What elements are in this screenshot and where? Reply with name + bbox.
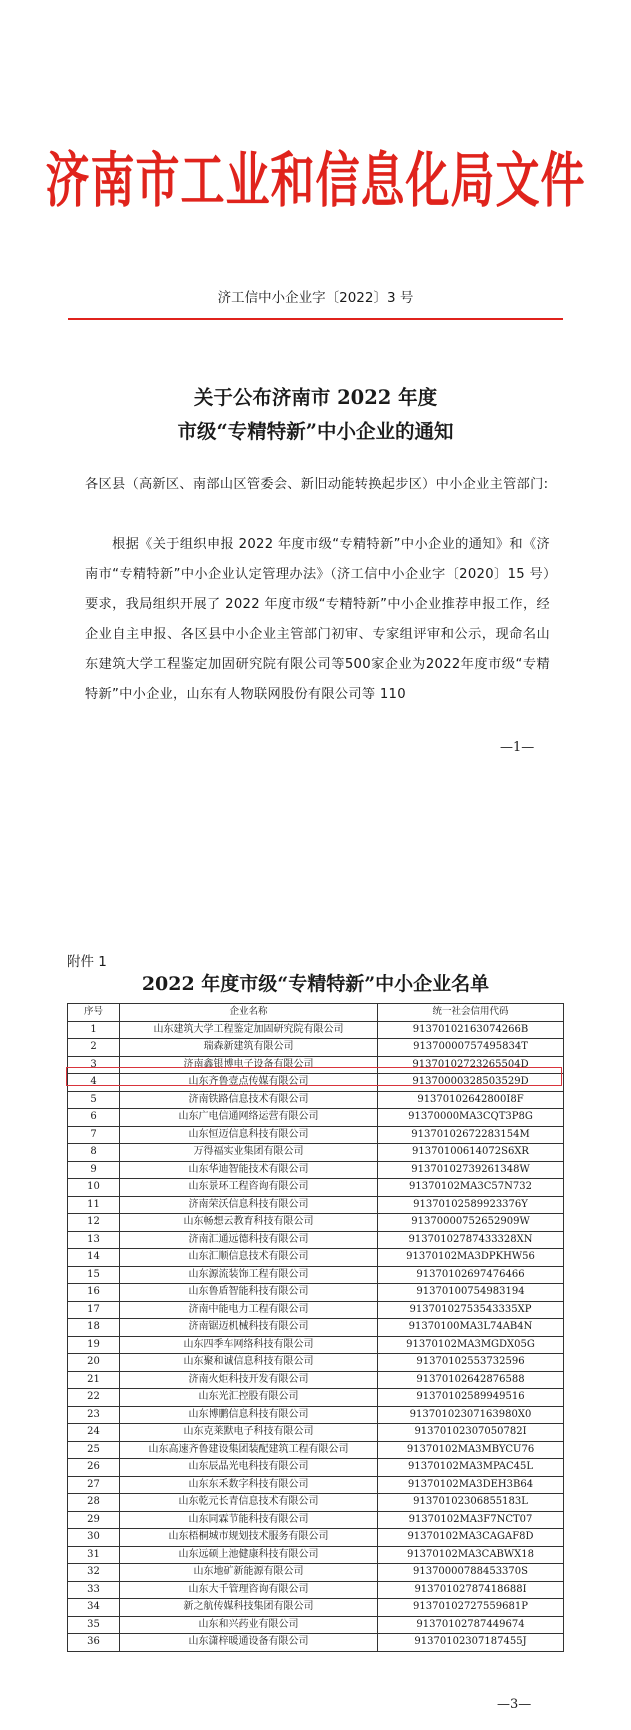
row-company-name: 新之航传媒科技集团有限公司 <box>120 1599 378 1617</box>
row-index: 24 <box>68 1424 120 1442</box>
row-credit-code: 91370102MA3C57N732 <box>378 1179 564 1197</box>
row-credit-code: 91370102727559681P <box>378 1599 564 1617</box>
table-row <box>68 1511 564 1529</box>
row-credit-code: 91370102306855183L <box>378 1494 564 1512</box>
row-index: 19 <box>68 1336 120 1354</box>
row-credit-code: 91370102589923376Y <box>378 1196 564 1214</box>
row-credit-code: 91370102787418688I <box>378 1581 564 1599</box>
document-number: 济工信中小企业字〔2022〕3 号 <box>217 290 414 306</box>
row-credit-code: 91370100MA3L74AB4N <box>378 1319 564 1337</box>
row-credit-code: 91370102MA3MGDX05G <box>378 1336 564 1354</box>
table-row <box>68 1634 564 1652</box>
row-credit-code: 91370102589949516 <box>378 1389 564 1407</box>
row-company-name: 山东汇顺信息技术有限公司 <box>120 1249 378 1267</box>
row-index: 5 <box>68 1091 120 1109</box>
table-row <box>68 1319 564 1337</box>
body-paragraph: 根据《关于组织申报 2022 年度市级“专精特新”中小企业的通知》和《济南市“专精特新”中小企业认定管理办法》（济工信中小企业字〔2020〕15 号）要求，我局组织开展了 2022 年度市级“专精特新”中小企业推荐申报工作，经企业自主申报、各区县中小企业主管部门初审、专家组评审和公示，现命名山东建筑大学工程鉴定加固研究院有限公司等500家企业为2022年度市级“专精特新”中小企业，山东有人物联网股份有限公司等 110 <box>85 537 550 702</box>
table-row <box>68 1336 564 1354</box>
row-credit-code: 91370100614072S6XR <box>378 1144 564 1162</box>
column-header-index: 序号 <box>68 1004 120 1022</box>
row-credit-code: 91370102MA3MPAC45L <box>378 1459 564 1477</box>
table-row <box>68 1581 564 1599</box>
row-company-name: 山东梧桐城市规划技术服务有限公司 <box>120 1529 378 1547</box>
row-company-name: 山东源流装饰工程有限公司 <box>120 1266 378 1284</box>
row-index: 9 <box>68 1161 120 1179</box>
row-company-name: 济南锯迈机械科技有限公司 <box>120 1319 378 1337</box>
column-header-name: 企业名称 <box>120 1004 378 1022</box>
row-credit-code: 91370102307050782I <box>378 1424 564 1442</box>
row-credit-code: 91370102787433328XN <box>378 1231 564 1249</box>
row-credit-code: 91370102642800I8F <box>378 1091 564 1109</box>
table-row <box>68 1021 564 1039</box>
enterprise-table <box>67 1003 564 1652</box>
row-company-name: 山东乾元长青信息技术有限公司 <box>120 1494 378 1512</box>
row-credit-code: 91370102672283154M <box>378 1126 564 1144</box>
row-company-name: 山东克莱默电子科技有限公司 <box>120 1424 378 1442</box>
row-credit-code: 91370102MA3DPKHW56 <box>378 1249 564 1267</box>
row-credit-code: 91370102739261348W <box>378 1161 564 1179</box>
table-row <box>68 1406 564 1424</box>
row-index: 13 <box>68 1231 120 1249</box>
row-index: 35 <box>68 1616 120 1634</box>
row-index: 36 <box>68 1634 120 1652</box>
row-credit-code: 91370102307187455J <box>378 1634 564 1652</box>
table-row <box>68 1546 564 1564</box>
row-index: 4 <box>68 1074 120 1092</box>
row-company-name: 山东聚和诚信息科技有限公司 <box>120 1354 378 1372</box>
row-index: 14 <box>68 1249 120 1267</box>
table-row <box>68 1564 564 1582</box>
row-index: 27 <box>68 1476 120 1494</box>
row-index: 10 <box>68 1179 120 1197</box>
page-number: —1— <box>500 740 535 755</box>
table-row <box>68 1494 564 1512</box>
row-index: 11 <box>68 1196 120 1214</box>
row-credit-code: 91370000757495834T <box>378 1039 564 1057</box>
row-index: 12 <box>68 1214 120 1232</box>
row-index: 23 <box>68 1406 120 1424</box>
row-credit-code: 91370000788453370S <box>378 1564 564 1582</box>
row-index: 6 <box>68 1109 120 1127</box>
row-company-name: 山东光汇控股有限公司 <box>120 1389 378 1407</box>
row-index: 32 <box>68 1564 120 1582</box>
row-index: 25 <box>68 1441 120 1459</box>
row-company-name: 山东建筑大学工程鉴定加固研究院有限公司 <box>120 1021 378 1039</box>
row-credit-code: 91370100754983194 <box>378 1284 564 1302</box>
table-row <box>68 1056 564 1074</box>
row-credit-code: 91370000328503529D <box>378 1074 564 1092</box>
table-row <box>68 1424 564 1442</box>
row-company-name: 济南鑫银博电子设备有限公司 <box>120 1056 378 1074</box>
row-index: 34 <box>68 1599 120 1617</box>
table-row <box>68 1179 564 1197</box>
red-header-title: 济南市工业和信息化局文件 <box>45 146 586 216</box>
table-row <box>68 1039 564 1057</box>
table-row <box>68 1599 564 1617</box>
row-index: 21 <box>68 1371 120 1389</box>
table-row <box>68 1196 564 1214</box>
row-credit-code: 91370102787449674 <box>378 1616 564 1634</box>
row-credit-code: 91370102307163980X0 <box>378 1406 564 1424</box>
row-company-name: 山东畅想云教育科技有限公司 <box>120 1214 378 1232</box>
row-company-name: 山东华迪智能技术有限公司 <box>120 1161 378 1179</box>
red-divider-line <box>68 318 563 320</box>
row-credit-code: 91370102697476466 <box>378 1266 564 1284</box>
row-company-name: 山东辰晶光电科技有限公司 <box>120 1459 378 1477</box>
row-company-name: 山东四季车网络科技有限公司 <box>120 1336 378 1354</box>
row-company-name: 山东博鹏信息科技有限公司 <box>120 1406 378 1424</box>
row-index: 7 <box>68 1126 120 1144</box>
table-row <box>68 1616 564 1634</box>
row-index: 30 <box>68 1529 120 1547</box>
table-row <box>68 1441 564 1459</box>
row-company-name: 山东恒迈信息科技有限公司 <box>120 1126 378 1144</box>
column-header-code: 统一社会信用代码 <box>378 1004 564 1022</box>
document-page-1 <box>0 0 631 820</box>
table-row <box>68 1389 564 1407</box>
row-index: 26 <box>68 1459 120 1477</box>
table-row <box>68 1371 564 1389</box>
table-row <box>68 1144 564 1162</box>
table-row <box>68 1354 564 1372</box>
row-credit-code: 91370102753543335XP <box>378 1301 564 1319</box>
row-company-name: 山东高速齐鲁建设集团装配建筑工程有限公司 <box>120 1441 378 1459</box>
row-index: 22 <box>68 1389 120 1407</box>
table-row <box>68 1126 564 1144</box>
row-company-name: 山东和兴药业有限公司 <box>120 1616 378 1634</box>
row-index: 28 <box>68 1494 120 1512</box>
row-company-name: 山东齐鲁壹点传媒有限公司 <box>120 1074 378 1092</box>
row-index: 29 <box>68 1511 120 1529</box>
row-index: 33 <box>68 1581 120 1599</box>
row-credit-code: 91370102MA3DEH3B64 <box>378 1476 564 1494</box>
table-row <box>68 1074 564 1092</box>
row-company-name: 济南火炬科技开发有限公司 <box>120 1371 378 1389</box>
row-company-name: 山东鲁盾智能科技有限公司 <box>120 1284 378 1302</box>
row-index: 8 <box>68 1144 120 1162</box>
notice-title-line-1: 关于公布济南市 2022 年度 <box>193 386 438 409</box>
notice-title-line-2: 市级“专精特新”中小企业的通知 <box>177 420 454 443</box>
row-company-name: 济南中能电力工程有限公司 <box>120 1301 378 1319</box>
row-index: 20 <box>68 1354 120 1372</box>
salutation: 各区县（高新区、南部山区管委会、新旧动能转换起步区）中小企业主管部门: <box>85 477 549 492</box>
row-credit-code: 91370102MA3CAGAF8D <box>378 1529 564 1547</box>
row-company-name: 山东地矿新能源有限公司 <box>120 1564 378 1582</box>
row-company-name: 济南荣沃信息科技有限公司 <box>120 1196 378 1214</box>
row-credit-code: 91370000MA3CQT3P8G <box>378 1109 564 1127</box>
table-row <box>68 1301 564 1319</box>
row-index: 16 <box>68 1284 120 1302</box>
row-company-name: 山东广电信通网络运营有限公司 <box>120 1109 378 1127</box>
table-row <box>68 1284 564 1302</box>
table-row <box>68 1109 564 1127</box>
row-index: 17 <box>68 1301 120 1319</box>
table-row <box>68 1529 564 1547</box>
row-credit-code: 91370102723265504D <box>378 1056 564 1074</box>
row-company-name: 瑞森新建筑有限公司 <box>120 1039 378 1057</box>
row-company-name: 万得福实业集团有限公司 <box>120 1144 378 1162</box>
row-credit-code: 91370102163074266B <box>378 1021 564 1039</box>
row-index: 31 <box>68 1546 120 1564</box>
row-company-name: 山东潇梓暖通设备有限公司 <box>120 1634 378 1652</box>
row-company-name: 济南铁路信息技术有限公司 <box>120 1091 378 1109</box>
row-company-name: 山东景环工程咨询有限公司 <box>120 1179 378 1197</box>
row-credit-code: 91370102MA3F7NCT07 <box>378 1511 564 1529</box>
list-title: 2022 年度市级“专精特新”中小企业名单 <box>141 973 490 995</box>
table-header-row <box>68 1004 564 1022</box>
annex-label: 附件 1 <box>67 954 107 970</box>
table-row <box>68 1161 564 1179</box>
row-index: 1 <box>68 1021 120 1039</box>
row-credit-code: 91370102553732596 <box>378 1354 564 1372</box>
row-company-name: 山东远硕上池健康科技有限公司 <box>120 1546 378 1564</box>
table-row <box>68 1459 564 1477</box>
row-index: 2 <box>68 1039 120 1057</box>
row-index: 3 <box>68 1056 120 1074</box>
row-index: 18 <box>68 1319 120 1337</box>
row-company-name: 山东东禾数字科技有限公司 <box>120 1476 378 1494</box>
row-company-name: 济南汇通远德科技有限公司 <box>120 1231 378 1249</box>
table-row <box>68 1249 564 1267</box>
row-credit-code: 91370000752652909W <box>378 1214 564 1232</box>
row-credit-code: 91370102642876588 <box>378 1371 564 1389</box>
table-row <box>68 1476 564 1494</box>
table-row <box>68 1231 564 1249</box>
row-index: 15 <box>68 1266 120 1284</box>
table-row <box>68 1091 564 1109</box>
row-credit-code: 91370102MA3CABWX18 <box>378 1546 564 1564</box>
row-credit-code: 91370102MA3MBYCU76 <box>378 1441 564 1459</box>
page-number-3: —3— <box>497 1697 532 1712</box>
row-company-name: 山东同霖节能科技有限公司 <box>120 1511 378 1529</box>
table-row <box>68 1266 564 1284</box>
table-row <box>68 1214 564 1232</box>
row-company-name: 山东大千管理咨询有限公司 <box>120 1581 378 1599</box>
